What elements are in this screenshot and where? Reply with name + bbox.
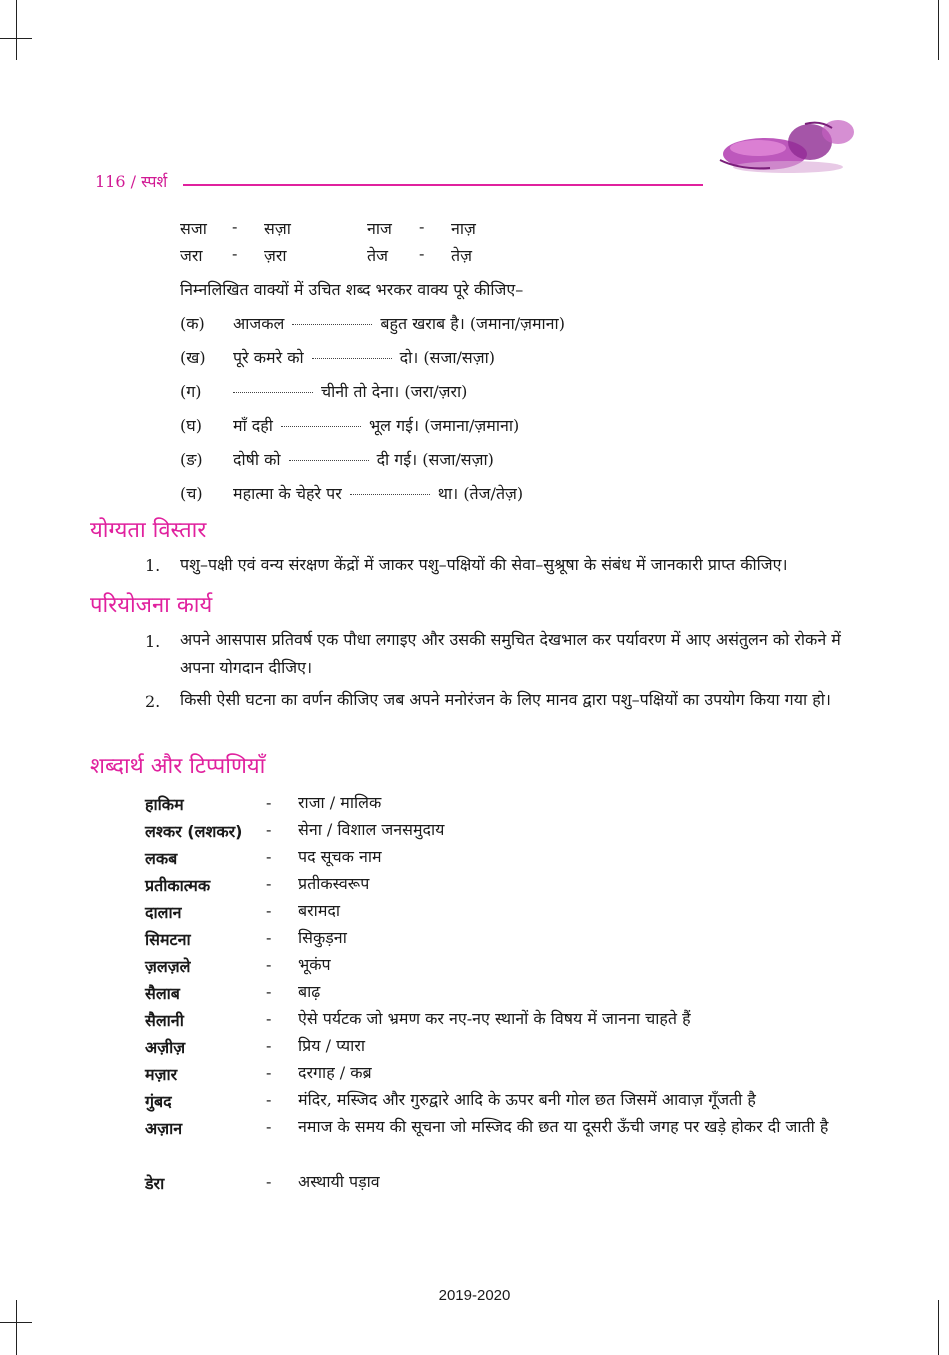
glossary-meaning: नमाज के समय की सूचना जो मस्जिद की छत या दूसरी ऊँची जगह पर खड़े होकर दी जाती है [298,1117,829,1136]
glossary-meaning: ऐसे पर्यटक जो भ्रमण कर नए-नए स्थानों के विषय में जानना चाहते हैं [298,1009,691,1028]
blank-line [233,392,313,393]
sentence-label: (ख) [180,348,206,367]
item-number: 1. [145,556,161,575]
crop-mark [16,0,17,60]
glossary-dash: - [266,793,272,812]
dash: - [419,217,425,236]
glossary-meaning: प्रिय / प्यारा [298,1036,366,1055]
glossary-dash: - [266,1090,272,1109]
word: तेज़ [451,246,472,265]
sentence-label: (च) [180,484,203,503]
glossary-dash: - [266,820,272,839]
glossary-term: डेरा [145,1174,165,1193]
item-number: 2. [145,692,161,711]
word: सजा [180,219,207,238]
fill-in-sentence [233,448,494,470]
crop-mark [938,0,939,60]
glossary-meaning: भूकंप [298,955,331,974]
glossary-term: अज़ीज़ [145,1038,186,1057]
glossary-meaning: सिकुड़ना [298,928,347,947]
header-ornament-illustration [710,112,860,187]
glossary-dash: - [266,847,272,866]
glossary-term: सैलानी [145,1011,184,1030]
sentence-after: भूल गई। (जमाना/ज़माना) [368,416,520,435]
sentence-after: दी गई। (सजा/सज़ा) [376,450,494,469]
section-heading-yogyata: योग्यता विस्तार [90,518,207,543]
glossary-term: दालान [145,903,182,922]
page-header-label: 116 / स्पर्श [95,172,168,191]
fill-in-sentence [233,380,467,402]
dash: - [232,217,238,236]
sentence-label: (घ) [180,416,202,435]
glossary-term: प्रतीकात्मक [145,876,211,895]
fill-in-sentence [233,482,523,504]
glossary-dash: - [266,874,272,893]
sentence-before: माँ दही [233,416,273,435]
section-heading-project: परियोजना कार्य [90,593,213,618]
sentence-before: आजकल [233,314,285,333]
glossary-dash: - [266,901,272,920]
project-item-text: किसी ऐसी घटना का वर्णन कीजिए जब अपने मनोरंजन के लिए मानव द्वारा पशु–पक्षियों का उपयोग किया गया हो। [180,690,831,709]
glossary-term: मज़ार [145,1065,178,1084]
sentence-label: (ङ) [180,450,203,469]
glossary-dash: - [266,1063,272,1082]
crop-mark [938,1300,939,1355]
sentence-before: पूरे कमरे को [233,348,304,367]
word: नाज़ [451,219,476,238]
glossary-term: लश्कर (लशकर) [145,822,243,841]
fill-in-sentence [233,346,495,368]
footer-year: 2019-2020 [438,1287,511,1304]
glossary-meaning: पद सूचक नाम [298,847,382,866]
sentence-after: चीनी तो देना। (जरा/ज़रा) [321,382,468,401]
glossary-meaning: प्रतीकस्वरूप [298,874,370,893]
glossary-term: सिमटना [145,930,191,949]
sentence-before: दोषी को [233,450,281,469]
fill-in-sentence [233,312,565,334]
crop-mark [16,1300,17,1355]
dash: - [232,244,238,263]
glossary-term: ज़लज़ले [145,957,191,976]
word: तेज [367,246,388,265]
glossary-dash: - [266,1172,272,1191]
glossary-term: सैलाब [145,984,180,1003]
project-item-text: अपने आसपास प्रतिवर्ष एक पौधा लगाइए और उसकी समुचित देखभाल कर पर्यावरण में आए असंतुलन को रोकने में अपना योगदान दीजिए। [180,630,841,677]
glossary-term: हाकिम [145,795,184,814]
section-heading-glossary: शब्दार्थ और टिप्पणियाँ [90,754,266,779]
word: जरा [180,246,203,265]
sentence-after: बहुत खराब है। (जमाना/ज़माना) [380,314,565,333]
yogyata-item-text: पशु–पक्षी एवं वन्य संरक्षण केंद्रों में जाकर पशु–पक्षियों की सेवा–सुश्रूषा के संबंध में जानकारी प्राप्त कीजिए। [180,555,788,574]
glossary-meaning: अस्थायी पड़ाव [298,1172,380,1191]
glossary-dash: - [266,955,272,974]
sentence-after: था। (तेज/तेज़) [437,484,524,503]
sentence-label: (क) [180,314,205,333]
fill-in-sentence [233,414,519,436]
blank-line [289,460,369,461]
glossary-dash: - [266,1117,272,1136]
glossary-dash: - [266,928,272,947]
glossary-meaning: बरामदा [298,901,341,920]
sentence-label: (ग) [180,382,202,401]
dash: - [419,244,425,263]
sentence-after: दो। (सजा/सज़ा) [399,348,495,367]
glossary-meaning: सेना / विशाल जनसमुदाय [298,820,445,839]
glossary-meaning: मंदिर, मस्जिद और गुरुद्वारे आदि के ऊपर बनी गोल छत जिसमें आवाज़ गूँजती है [298,1090,756,1109]
header-rule [183,184,703,186]
glossary-meaning: दरगाह / कब्र [298,1063,372,1082]
exercise-instruction: निम्नलिखित वाक्यों में उचित शब्द भरकर वाक्य पूरे कीजिए– [180,280,524,299]
word: नाज [367,219,392,238]
glossary-meaning: बाढ़ [298,982,321,1001]
blank-line [312,358,392,359]
word: ज़रा [264,246,287,265]
sentence-before: महात्मा के चेहरे पर [233,484,342,503]
glossary-term: गुंबद [145,1092,172,1111]
word: सज़ा [264,219,291,238]
glossary-term: लकब [145,849,178,868]
glossary-meaning: राजा / मालिक [298,793,382,812]
glossary-dash: - [266,1036,272,1055]
glossary-term: अज़ान [145,1119,183,1138]
item-number: 1. [145,632,161,651]
blank-line [281,426,361,427]
glossary-dash: - [266,1009,272,1028]
glossary-dash: - [266,982,272,1001]
blank-line [292,324,372,325]
blank-line [350,494,430,495]
